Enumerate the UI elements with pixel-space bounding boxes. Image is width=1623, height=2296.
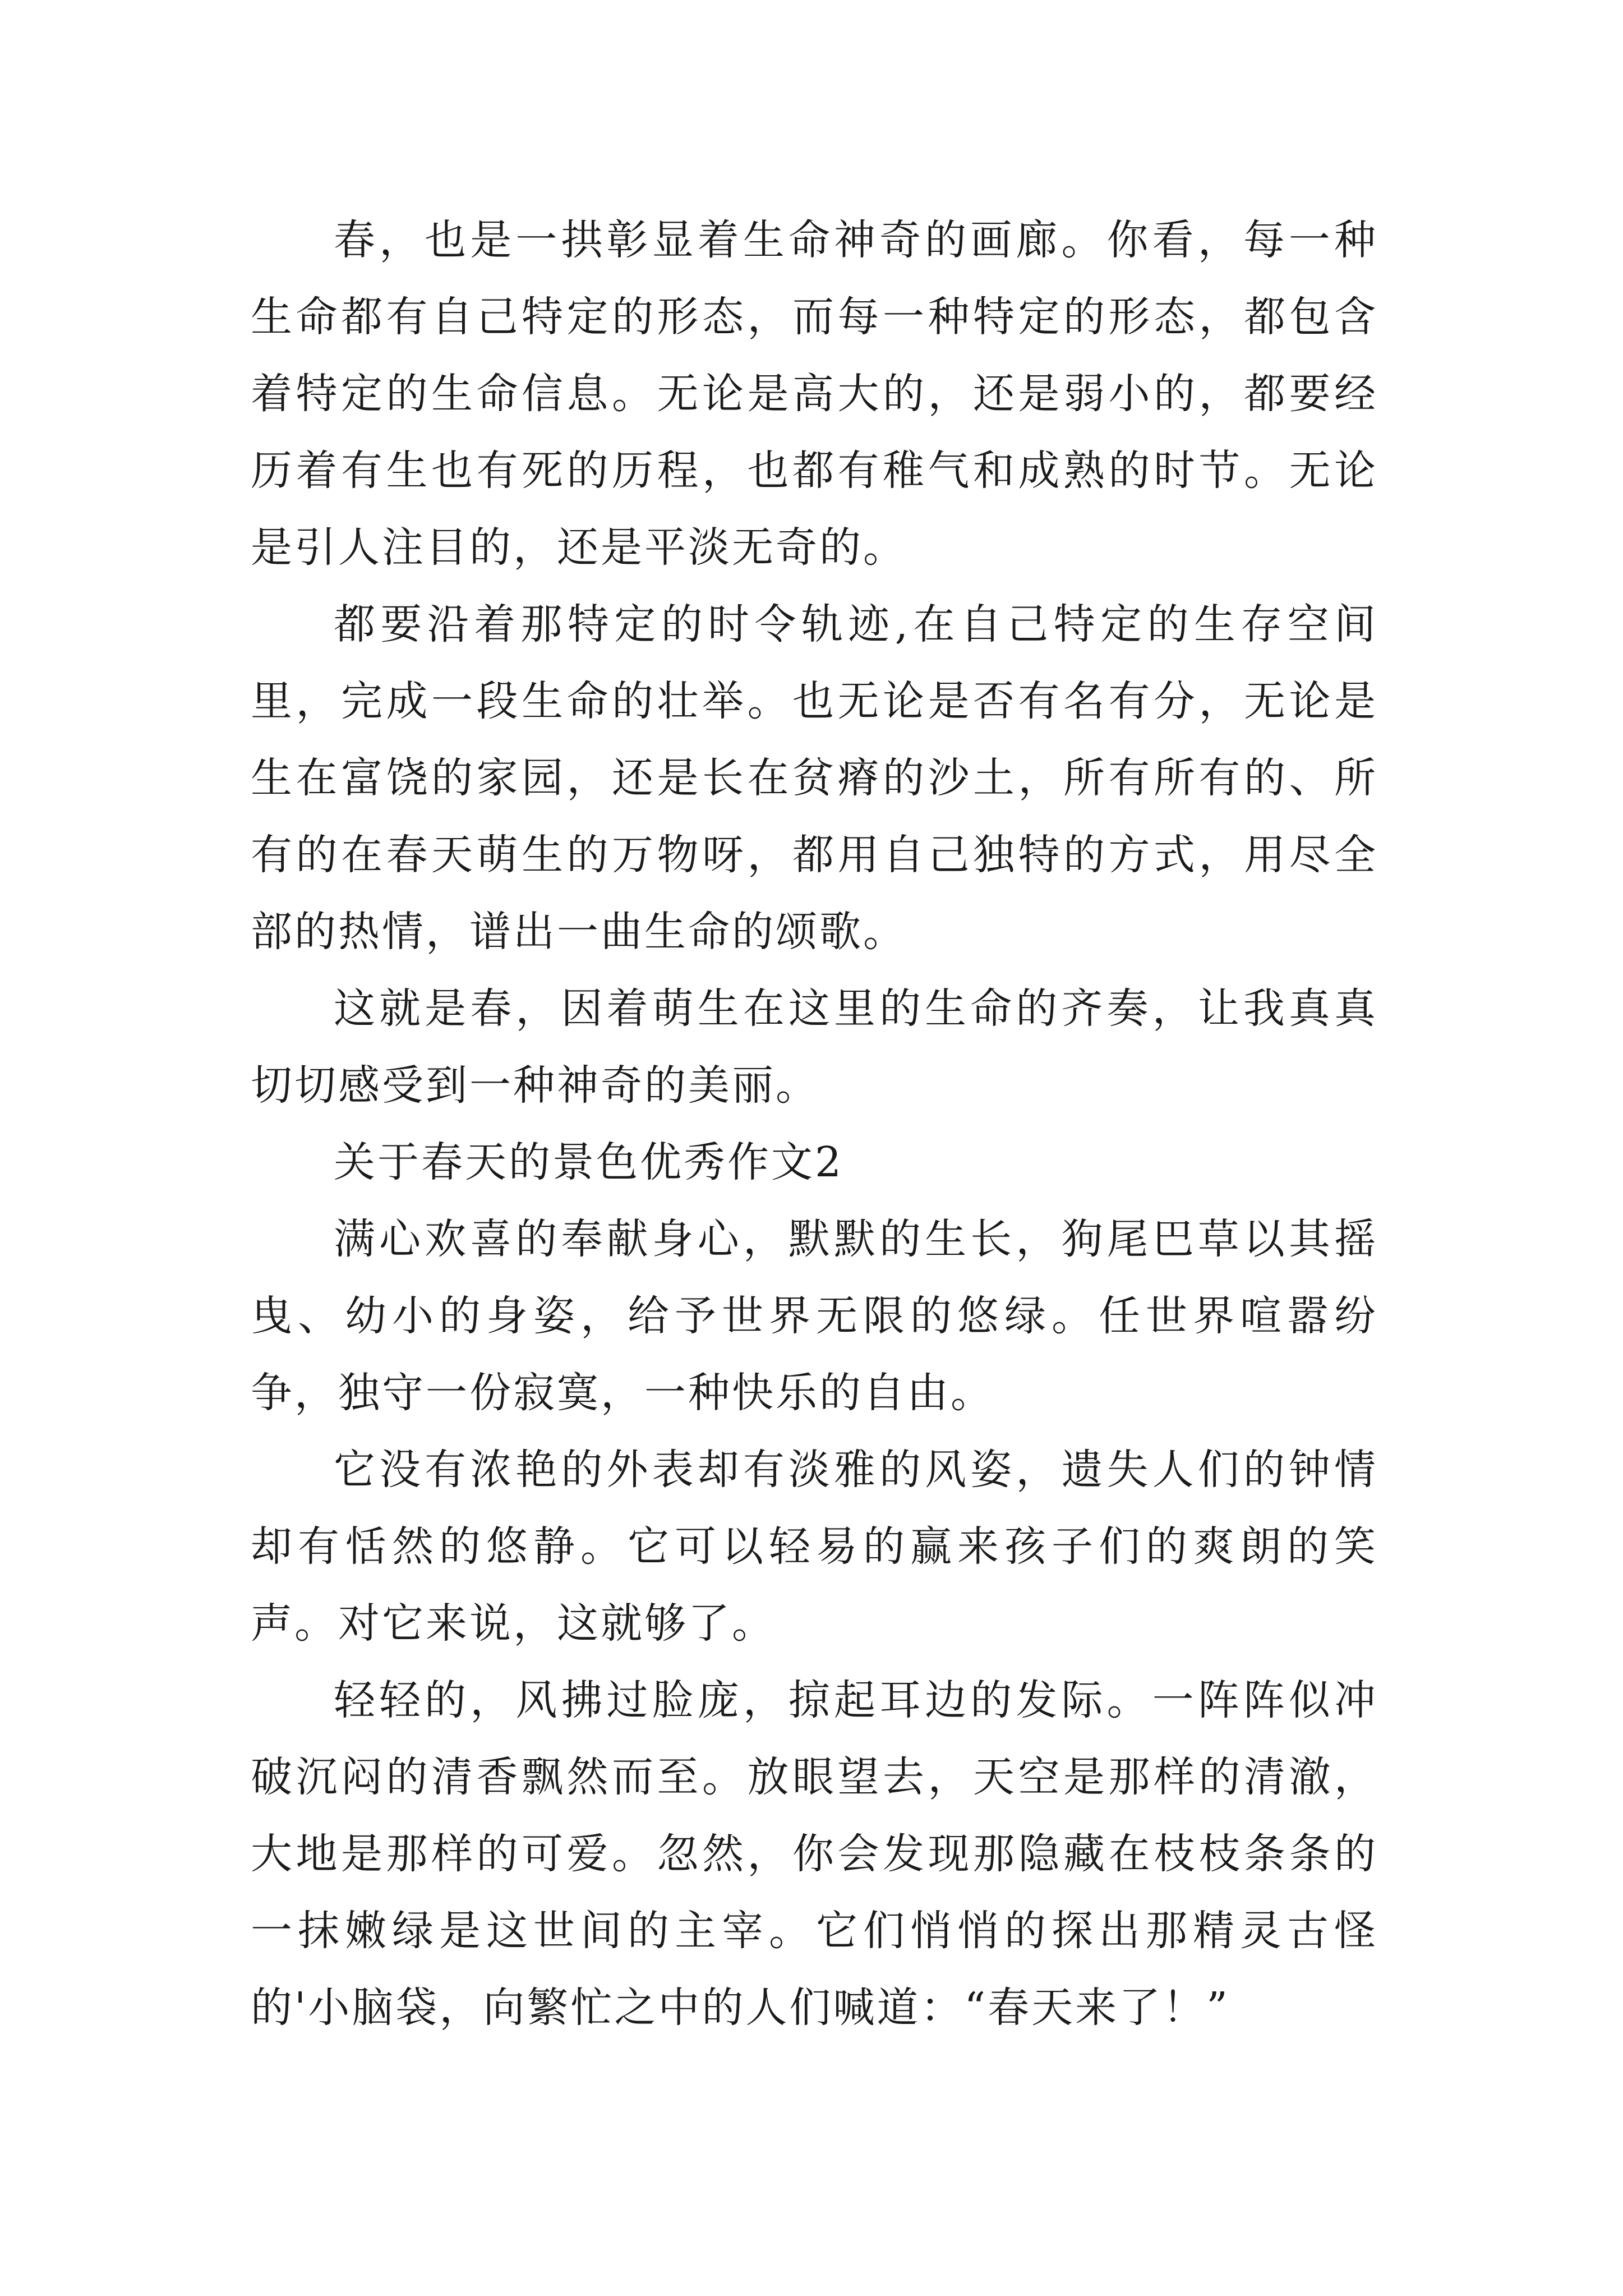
paragraph-6: 轻轻的，风拂过脸庞，掠起耳边的发际。一阵阵似冲破沉闷的清香飘然而至。放眼望去，天空是那样的清澈，大地是那样的可爱。忽然，你会发现那隐藏在枝枝条条的一抹嫩绿是这世间的主宰。它们悄悄的探出那精灵古怪的'小脑袋，向繁忙之中的人们喊道：“春天来了！” (251, 1676, 1378, 2032)
paragraph-5: 它没有浓艳的外表却有淡雅的风姿，遗失人们的钟情却有恬然的悠静。它可以轻易的赢来孩子们的爽朗的笑声。对它来说，这就够了。 (251, 1446, 1378, 1648)
paragraph-4: 满心欢喜的奉献身心，默默的生长，狗尾巴草以其摇曳、幼小的身姿，给予世界无限的悠绿。任世界喧嚣纷争，独守一份寂寞，一种快乐的自由。 (251, 1215, 1378, 1417)
paragraph-2: 都要沿着那特定的时令轨迹,在自己特定的生存空间里，完成一段生命的壮举。也无论是否有名有分，无论是生在富饶的家园，还是长在贫瘠的沙土，所有所有的、所有的在春天萌生的万物呀，都用自己独特的方式，用尽全部的热情，谱出一曲生命的颂歌。 (251, 600, 1378, 956)
paragraph-1: 春，也是一拱彰显着生命神奇的画廊。你看，每一种生命都有自己特定的形态，而每一种特定的形态，都包含着特定的生命信息。无论是高大的，还是弱小的，都要经历着有生也有死的历程，也都有稚气和成熟的时节。无论是引人注目的，还是平淡无奇的。 (251, 216, 1378, 572)
essay-heading: 关于春天的景色优秀作文2 (334, 1138, 844, 1186)
paragraph-3: 这就是春，因着萌生在这里的生命的齐奏，让我真真切切感受到一种神奇的美丽。 (251, 984, 1378, 1110)
essay-body (251, 202, 1378, 2046)
